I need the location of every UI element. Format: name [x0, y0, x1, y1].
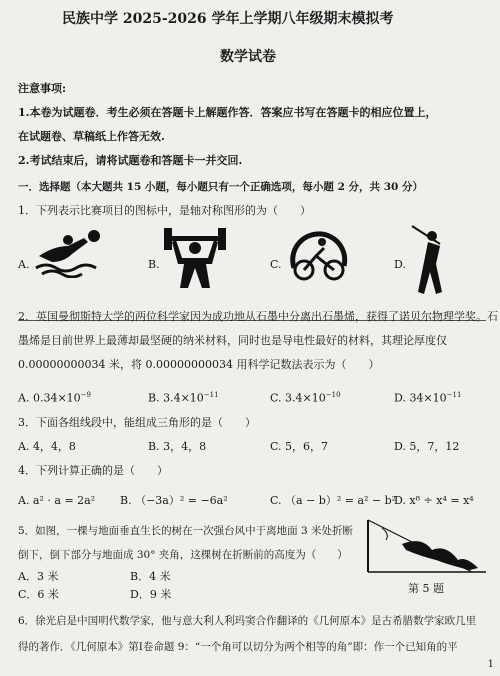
- q3-option-b: B. 3，4，8: [148, 440, 207, 453]
- q2-line-3: 0.00000000034 米，将 0.00000000034 用科学记数法表示为（ ）: [18, 358, 380, 371]
- q5-line-1: 5．如图，一棵与地面垂直生长的树在一次强台风中于离地面 3 米处折断: [18, 525, 354, 537]
- q2-line-2: 墨烯是目前世界上最薄却最坚硬的纳米材料，同时也是导电性最好的材料，其理论厚度仅: [18, 334, 447, 347]
- q1-stem: 1．下列表示比赛项目的图标中，是轴对称图形的为（ ）: [18, 204, 311, 217]
- weightlifting-icon: [160, 222, 230, 296]
- q5-line-2: 倒下，倒下部分与地面成 30° 夹角，这棵树在折断前的高度为（ ）: [18, 549, 348, 561]
- q5-figure-caption: 第 5 题: [408, 582, 444, 595]
- q5-option-c: C．6 米: [18, 588, 59, 601]
- q4-stem: 4．下列计算正确的是（ ）: [18, 464, 168, 477]
- q2-line-1: 2．英国曼彻斯特大学的两位科学家因为成功地从石墨中分离出石墨烯，获得了诺贝尔物理学奖。石: [18, 310, 498, 323]
- q2-option-d: D. $34\times 10^{-11}$: [394, 391, 462, 405]
- q4-option-a: A. a² · a = 2a²: [18, 494, 96, 507]
- q5-option-d: D．9 米: [130, 588, 172, 601]
- notes-item-1b: 在试题卷、草稿纸上作答无效.: [18, 130, 165, 143]
- golf-icon: [410, 222, 450, 302]
- notes-heading: 注意事项:: [18, 82, 67, 95]
- q3-option-c: C. 5，6，7: [270, 440, 329, 453]
- notes-item-2: 2.考试结束后，请将试题卷和答题卡一并交回.: [18, 154, 243, 167]
- q1-option-d-label: D.: [394, 258, 406, 271]
- q5-option-a: A．3 米: [18, 570, 59, 583]
- exam-subtitle: 数学试卷: [220, 49, 276, 65]
- q5-option-b: B．4 米: [130, 570, 171, 583]
- q6-line-2: 得的著作．《几何原本》第Ⅰ卷命题 9：“一个角可以切分为两个相等的角”即：作一个已知角的平: [18, 641, 458, 653]
- broken-tree-figure: [362, 516, 488, 582]
- water-polo-icon: [34, 228, 104, 282]
- q3-option-a: A. 4，4，8: [18, 440, 76, 453]
- q3-stem: 3．下面各组线段中，能组成三角形的是（ ）: [18, 416, 256, 429]
- q1-option-b-label: B.: [148, 258, 160, 271]
- section-heading: 一．选择题（本大题共 15 小题，每小题只有一个正确选项，每小题 2 分，共 30 分）: [18, 181, 423, 193]
- q6-line-1: 6．徐光启是中国明代数学家，他与意大利人利玛窦合作翻译的《几何原本》是古希腊数学家欧几里: [18, 615, 477, 627]
- q2-option-c: C. $3.4\times 10^{-10}$: [270, 391, 341, 405]
- cycling-icon: [286, 228, 352, 288]
- q4-option-c: C. （a − b）² = a² − b²: [270, 494, 397, 507]
- q2-option-b: B. $3.4\times 10^{-11}$: [148, 391, 219, 405]
- q1-option-c-label: C.: [270, 258, 282, 271]
- notes-item-1a: 1.本卷为试题卷．考生必须在答题卡上解题作答．答案应书写在答题卡的相应位置上，: [18, 106, 437, 119]
- q4-option-b: B. （−3a）² = −6a²: [120, 494, 228, 507]
- q1-option-a-label: A.: [18, 258, 30, 271]
- exam-title: 民族中学 2025-2026 学年上学期八年级期末模拟考: [62, 11, 394, 27]
- q4-option-d: D. x⁸ ÷ x⁴ = x⁴: [394, 494, 474, 507]
- q3-option-d: D. 5，7，12: [394, 440, 460, 453]
- q2-option-a: A. $0.34\times 10^{-9}$: [18, 391, 91, 405]
- page-number: 1: [487, 659, 494, 670]
